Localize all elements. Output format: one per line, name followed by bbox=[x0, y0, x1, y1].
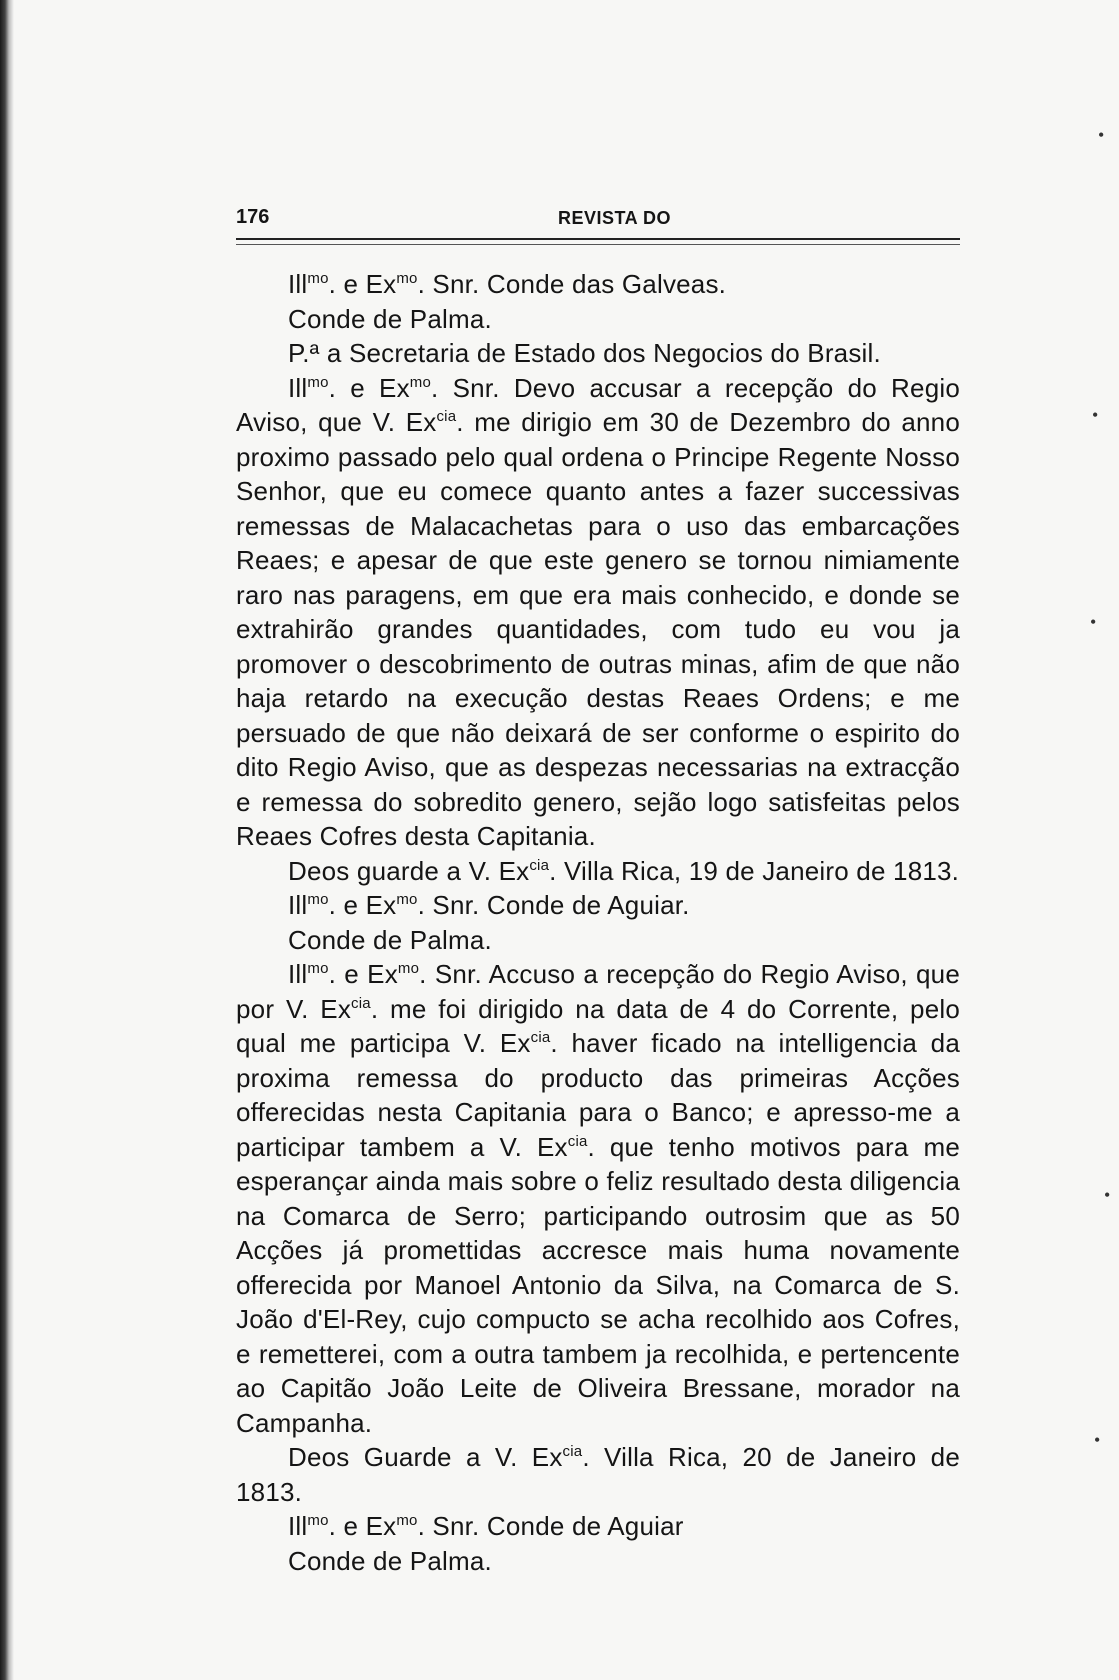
document-body bbox=[236, 267, 960, 1578]
letter3-signature: Conde de Palma. bbox=[288, 1545, 492, 1576]
page-binding-edge bbox=[0, 0, 14, 1680]
letter3-closing: Deos Guarde a V. $Ex^{cia}$. Villa Rica, 20 de Janeiro de 1813. bbox=[236, 1442, 961, 1507]
letter3-addressee: Ill$^{mo}$. e $Ex^{mo}$. Snr. Conde de Aguiar bbox=[288, 1511, 684, 1541]
letter1-signature: Conde de Palma. bbox=[288, 303, 492, 334]
document-page bbox=[236, 200, 960, 1578]
scan-speck: • bbox=[1094, 1430, 1101, 1450]
letter2-recipient: P.ª a Secretaria de Estado dos Negocios do Brasil. bbox=[288, 338, 881, 368]
header-rule bbox=[236, 238, 960, 245]
letter2-addressee: Ill$^{mo}$. e $Ex^{mo}$. Snr. Conde de Aguiar. bbox=[288, 890, 690, 920]
page-number: 176 bbox=[236, 206, 270, 228]
scan-speck: • bbox=[1104, 1185, 1111, 1205]
running-head: REVISTA DO bbox=[558, 208, 672, 228]
scan-speck: • bbox=[1090, 612, 1097, 632]
scan-speck: • bbox=[1098, 125, 1105, 145]
letter3-body: Ill$^{mo}$. e $Ex^{mo}$. Snr. Accuso a recepção do Regio Aviso, que por V. $Ex^{cia}$. me foi dirigido na data de 4 do Corrente, pelo qual me participa V. $Ex^{cia}$. haver ficado na intelligencia da proxima remessa do producto das primeiras Acções offerecidas nesta Capitania para o Banco; e apresso-me a participar tambem a V. $Ex^{cia}$. que tenho motivos para me esperançar ainda mais sobre o feliz resultado desta diligencia na Comarca de Serro; participando outrosim que as 50 Acções já promettidas accresce mais huma novamente offerecida por Manoel Antonio da Silva, na Comarca de S. João d'El-Rey, cujo compucto se acha recolhido aos Cofres, e remetterei, com a outra tambem ja recolhida, e pertencente ao Capitão João Leite de Oliveira Bressane, morador na Campanha. bbox=[236, 959, 961, 1438]
letter1-addressee: Ill$^{mo}$. e $Ex^{mo}$. Snr. Conde das Galveas. bbox=[288, 269, 727, 299]
letter2-closing: Deos guarde a V. $Ex^{cia}$. Villa Rica, 19 de Janeiro de 1813. bbox=[288, 855, 960, 886]
letter2-signature: Conde de Palma. bbox=[288, 924, 492, 955]
scan-speck: • bbox=[1092, 405, 1099, 425]
page-header bbox=[236, 200, 960, 236]
letter2-body: Ill$^{mo}$. e $Ex^{mo}$. Snr. Devo accusar a recepção do Regio Aviso, que V. $Ex^{cia}$. me dirigio em 30 de Dezembro do anno proximo passado pelo qual ordena o Principe Regente Nosso Senhor, que eu comece quanto antes a fazer successivas remessas de Malacachetas para o uso das embarcações Reaes; e apesar de que este genero se tornou nimiamente raro nas paragens, em que era mais conhecido, e donde se extrahirão grandes quantidades, com tudo eu vou ja promover o descobrimento de outras minas, afim de que não haja retardo na execução destas Reaes Ordens; e me persuado de que não deixará de ser conforme o espirito do dito Regio Aviso, que as despezas necessarias na extracção e remessa do sobredito genero, sejão logo satisfeitas pelos Reaes Cofres desta Capitania. bbox=[236, 372, 961, 851]
